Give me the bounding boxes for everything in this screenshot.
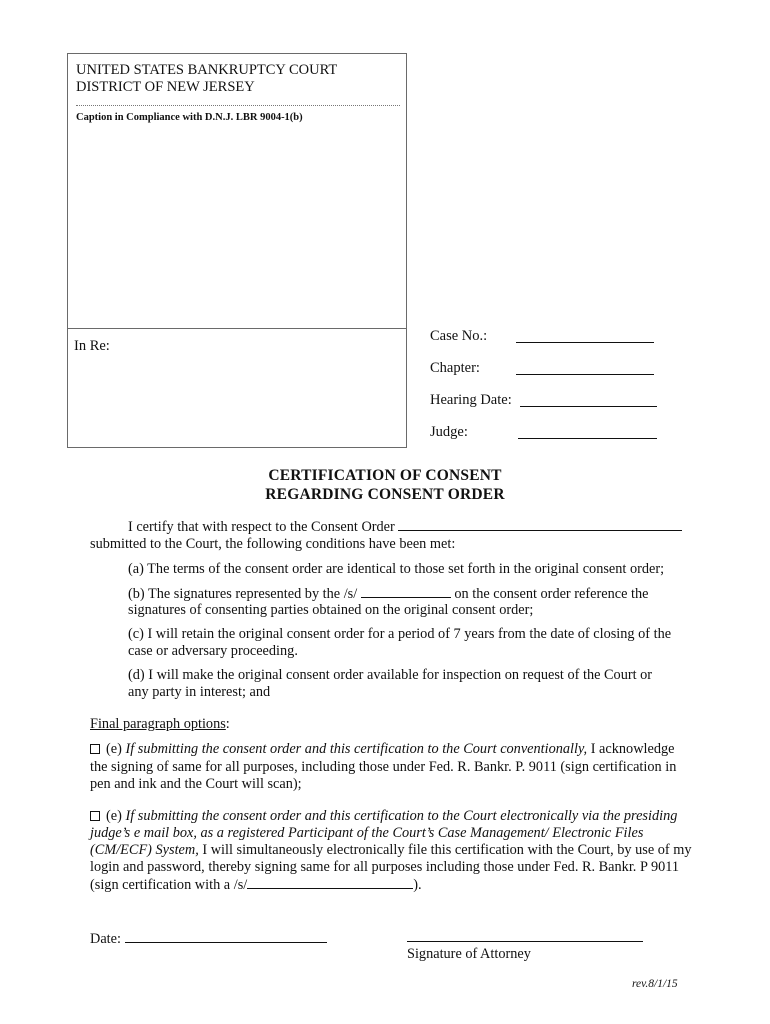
condition-b-line2: signatures of consenting parties obtained on the original consent order; <box>128 602 534 618</box>
document-title-line2: REGARDING CONSENT ORDER <box>265 486 505 503</box>
attorney-signature-field[interactable] <box>407 941 643 942</box>
condition-a: (a) The terms of the consent order are identical to those set forth in the original consent order; <box>128 561 665 577</box>
chapter-field[interactable] <box>516 374 654 375</box>
condition-b-line1 <box>128 585 648 603</box>
caption-box <box>67 53 407 448</box>
condition-c-line1: (c) I will retain the original consent order for a period of 7 years from the date of closing of the <box>128 626 672 642</box>
condition-b-text-2: on the consent order reference the <box>454 586 649 602</box>
condition-b-text: (b) The signatures represented by the /s/ <box>128 586 358 602</box>
option-e-electronic-text-5a: (sign certification with a /s/ <box>90 877 248 893</box>
date-line <box>90 930 327 948</box>
signature-s-field[interactable] <box>361 585 451 598</box>
option-e-electronic-italic-2: judge’s e mail box, as a registered Participant of the Court’s Case Management/ Electronic Files <box>90 825 644 841</box>
option-e-conventional-line2: the signing of same for all purposes, including those under Fed. R. Bankr. P. 9011 (sign certification in <box>90 759 677 775</box>
caption-separator <box>76 105 400 106</box>
option-e-electronic-checkbox[interactable] <box>90 811 100 821</box>
in-re-label: In Re: <box>74 338 110 354</box>
document-title-line1: CERTIFICATION OF CONSENT <box>268 467 502 484</box>
option-e-electronic-line5 <box>90 876 422 894</box>
option-e-conventional-line3: pen and ink and the Court will scan); <box>90 776 302 792</box>
condition-d-line2: any party in interest; and <box>128 684 271 700</box>
option-e-electronic-text-5b: ). <box>413 877 422 893</box>
option-e-conventional-label: (e) <box>106 741 122 757</box>
option-e-conventional-italic: If submitting the consent order and this certification to the Court conventionally, <box>125 741 588 757</box>
option-e-electronic-text-3: I will simultaneously electronically file this certification with the Court, by use of my <box>202 842 692 858</box>
final-options-colon: : <box>225 716 230 732</box>
caption-compliance-note: Caption in Compliance with D.N.J. LBR 9004-1(b) <box>76 112 303 123</box>
court-name: UNITED STATES BANKRUPTCY COURT <box>76 62 338 78</box>
condition-d-line1: (d) I will make the original consent order available for inspection on request of the Court or <box>128 667 653 683</box>
option-e-electronic-line4: login and password, thereby signing same for all purposes including those under Fed. R. Bankr. P 9011 <box>90 859 680 875</box>
option-e-electronic-line1 <box>90 808 677 825</box>
revision-note: rev.8/1/15 <box>632 978 678 990</box>
court-district: DISTRICT OF NEW JERSEY <box>76 79 255 95</box>
option-e-conventional-text: I acknowledge <box>590 741 675 757</box>
hearing-date-label: Hearing Date: <box>430 392 512 408</box>
final-options-heading-text: Final paragraph options <box>90 716 226 732</box>
condition-c-line2: case or adversary proceeding. <box>128 643 298 659</box>
consent-order-field[interactable] <box>398 518 682 531</box>
option-e-conventional-checkbox[interactable] <box>90 744 100 754</box>
hearing-date-field[interactable] <box>520 406 657 407</box>
date-label: Date: <box>90 931 121 947</box>
date-field[interactable] <box>125 930 327 943</box>
case-no-field[interactable] <box>516 342 654 343</box>
option-e-electronic-line2 <box>90 825 643 842</box>
option-e-electronic-italic-1: If submitting the consent order and this certification to the Court electronically via the presiding <box>125 808 678 824</box>
judge-field[interactable] <box>518 438 657 439</box>
chapter-label: Chapter: <box>430 360 480 376</box>
option-e-electronic-italic-3: (CM/ECF) System, <box>90 842 199 858</box>
intro-text: I certify that with respect to the Consent Order <box>128 519 395 535</box>
intro-line2: submitted to the Court, the following conditions have been met: <box>90 536 456 552</box>
caption-divider <box>68 328 406 329</box>
case-no-label: Case No.: <box>430 328 488 344</box>
judge-label: Judge: <box>430 424 468 440</box>
electronic-signature-field[interactable] <box>247 876 413 889</box>
option-e-electronic-line3 <box>90 842 692 859</box>
option-e-conventional-line1 <box>90 741 674 758</box>
attorney-signature-label: Signature of Attorney <box>407 946 531 962</box>
option-e-electronic-label: (e) <box>106 808 122 824</box>
intro-line1 <box>128 518 682 536</box>
final-options-heading <box>90 716 230 733</box>
